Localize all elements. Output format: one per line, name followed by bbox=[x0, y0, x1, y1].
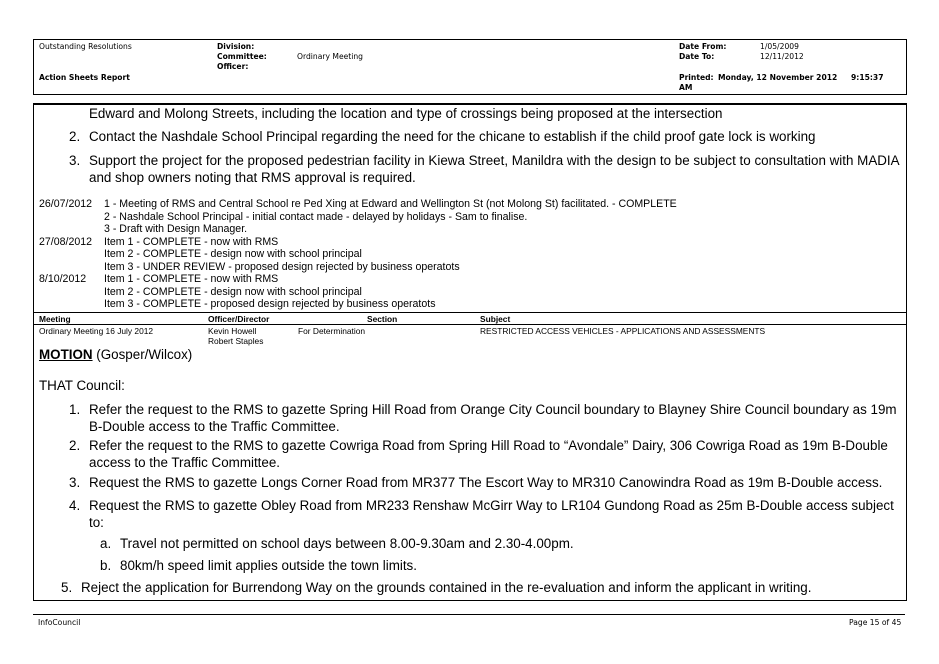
action-note: Item 2 - COMPLETE - design now with school principal bbox=[104, 285, 362, 298]
report-header bbox=[33, 39, 907, 95]
division-label: Division: bbox=[217, 42, 255, 51]
motion-point-text: B-Double access to the Traffic Committee. bbox=[89, 419, 340, 434]
action-note: 3 - Draft with Design Manager. bbox=[104, 223, 248, 235]
motion-subpoint-text: Travel not permitted on school days between 8.00-9.30am and 2.30-4.00pm. bbox=[120, 536, 574, 551]
officer-cell: Kevin Howell bbox=[208, 326, 257, 336]
motion-heading bbox=[39, 346, 192, 363]
page-number: Page 15 of 45 bbox=[849, 618, 902, 627]
resolution-point-text: and shop owners noting that RMS approval is required. bbox=[89, 170, 416, 185]
date-to-value: 12/11/2012 bbox=[760, 52, 804, 61]
action-note: 2 - Nashdale School Principal - initial contact made - delayed by holidays - Sam to finalise. bbox=[104, 210, 528, 223]
motion-point-number: 3. bbox=[69, 475, 81, 490]
motion-movers: (Gosper/Wilcox) bbox=[92, 347, 193, 362]
printed-ampm: AM bbox=[679, 83, 693, 92]
printed-value: Monday, 12 November 2012 bbox=[718, 73, 838, 82]
column-header-meeting: Meeting bbox=[39, 314, 71, 324]
column-header-officer: Officer/Director bbox=[208, 314, 270, 324]
motion-intro: THAT Council: bbox=[39, 378, 125, 393]
printed-time: 9:15:37 bbox=[851, 73, 884, 82]
action-note: Item 2 - COMPLETE - design now with school principal bbox=[104, 248, 362, 260]
action-note: Item 1 - COMPLETE - now with RMS bbox=[104, 235, 279, 248]
motion-point-text: Refer the request to the RMS to gazette Spring Hill Road from Orange City Council boundary to Blayney Shire Council boundary as 19m bbox=[89, 402, 897, 417]
motion-point-text: access to the Traffic Committee. bbox=[89, 455, 281, 470]
motion-point-number: 4. bbox=[69, 498, 81, 513]
resolution-point-text: Contact the Nashdale School Principal regarding the need for the chicane to establish if the child proof gate lock is working bbox=[89, 129, 816, 144]
report-name: Outstanding Resolutions bbox=[39, 42, 132, 51]
action-note: Item 3 - COMPLETE - proposed design rejected by business operatots bbox=[104, 298, 436, 310]
table-divider bbox=[34, 312, 906, 313]
action-date: 26/07/2012 bbox=[39, 198, 93, 210]
motion-subpoint-text: 80km/h speed limit applies outside the town limits. bbox=[120, 558, 417, 573]
motion-point-number: 2. bbox=[69, 438, 81, 453]
report-title: Action Sheets Report bbox=[39, 73, 130, 82]
report-body bbox=[33, 103, 907, 601]
resolution-point-number: 2. bbox=[69, 129, 81, 144]
motion-point-number: 1. bbox=[69, 402, 81, 417]
column-header-subject: Subject bbox=[480, 314, 511, 324]
printed-label: Printed: bbox=[679, 73, 714, 82]
resolution-continuation: Edward and Molong Streets, including the location and type of crossings being proposed at the intersection bbox=[89, 106, 723, 121]
motion-point-text: Reject the application for Burrendong Way on the grounds contained in the re-evaluation and inform the applicant in writing. bbox=[81, 580, 812, 595]
motion-subpoint-letter: b. bbox=[100, 558, 112, 573]
motion-point-number: 5. bbox=[61, 580, 73, 595]
section-cell: For Determination bbox=[298, 326, 366, 336]
date-to-label: Date To: bbox=[679, 52, 715, 61]
motion-title: MOTION bbox=[39, 347, 93, 362]
date-from-label: Date From: bbox=[679, 42, 727, 51]
footer-app-name: InfoCouncil bbox=[38, 618, 81, 627]
officer-cell: Robert Staples bbox=[208, 336, 264, 346]
footer-divider bbox=[33, 614, 905, 615]
resolution-point-number: 3. bbox=[69, 153, 81, 168]
action-note: Item 1 - COMPLETE - now with RMS bbox=[104, 273, 279, 285]
action-note: Item 3 - UNDER REVIEW - proposed design rejected by business operatots bbox=[104, 260, 460, 273]
committee-label: Committee: bbox=[217, 52, 267, 61]
action-date: 8/10/2012 bbox=[39, 273, 87, 285]
motion-subpoint-letter: a. bbox=[100, 536, 112, 551]
date-from-value: 1/05/2009 bbox=[760, 42, 799, 51]
meeting-cell: Ordinary Meeting 16 July 2012 bbox=[39, 326, 154, 336]
action-note: 1 - Meeting of RMS and Central School re Ped Xing at Edward and Wellington St (not Molong St) facilitated. - COMPLETE bbox=[104, 198, 677, 210]
subject-cell: RESTRICTED ACCESS VEHICLES - APPLICATIONS AND ASSESSMENTS bbox=[480, 326, 766, 336]
resolution-point-text: Support the project for the proposed pedestrian facility in Kiewa Street, Manildra with the design to be subject to consultation with MADIA bbox=[89, 153, 900, 168]
motion-point-text: Refer the request to the RMS to gazette Cowriga Road from Spring Hill Road to “Avondale” Dairy, 306 Cowriga Road as 19m B-Double bbox=[89, 438, 888, 453]
officer-label: Officer: bbox=[217, 62, 249, 71]
motion-point-text: Request the RMS to gazette Longs Corner Road from MR377 The Escort Way to MR310 Canowindra Road as 19m B-Double access. bbox=[89, 475, 883, 490]
column-header-section: Section bbox=[367, 314, 398, 324]
motion-point-text: to: bbox=[89, 515, 104, 530]
motion-point-text: Request the RMS to gazette Obley Road from MR233 Renshaw McGirr Way to LR104 Gundong Road as 25m B-Double access subject bbox=[89, 498, 894, 513]
committee-value: Ordinary Meeting bbox=[297, 52, 364, 61]
action-date: 27/08/2012 bbox=[39, 235, 93, 248]
table-divider bbox=[34, 324, 906, 325]
